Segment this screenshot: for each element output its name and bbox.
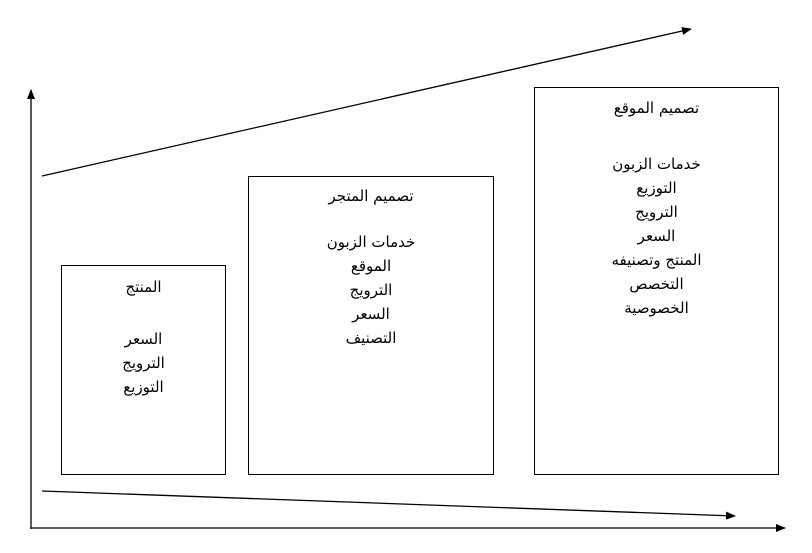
stage-item: السعر (637, 227, 676, 245)
stage-item: الترويج (635, 203, 678, 221)
stage-item: التوزيع (123, 378, 164, 396)
stage-title: المنتج (125, 278, 162, 296)
stage-box-product (61, 265, 226, 475)
stage-box-site-design (534, 87, 779, 475)
stage-item: خدمات الزبون (326, 233, 416, 251)
lower-trend-arrow (42, 491, 735, 516)
stage-title: تصميم المتجر (328, 187, 414, 205)
stage-item: الخصوصية (624, 299, 689, 317)
stage-box-store-design (248, 176, 494, 475)
stage-items (535, 152, 778, 320)
stage-item: خدمات الزبون (612, 155, 701, 173)
stage-items (249, 230, 493, 350)
stage-item: التخصص (629, 275, 684, 293)
stage-item: السعر (124, 330, 163, 348)
stage-item: التصنيف (345, 329, 397, 347)
stage-item: السعر (352, 305, 390, 323)
stage-item: الترويج (349, 281, 393, 299)
stage-item: المنتج وتصنيفه (611, 251, 702, 269)
stage-items (62, 327, 225, 399)
stage-title: تصميم الموقع (613, 99, 700, 117)
stage-item: التوزيع (636, 179, 677, 197)
stage-item: الموقع (350, 257, 392, 275)
stage-item: الترويج (122, 354, 165, 372)
